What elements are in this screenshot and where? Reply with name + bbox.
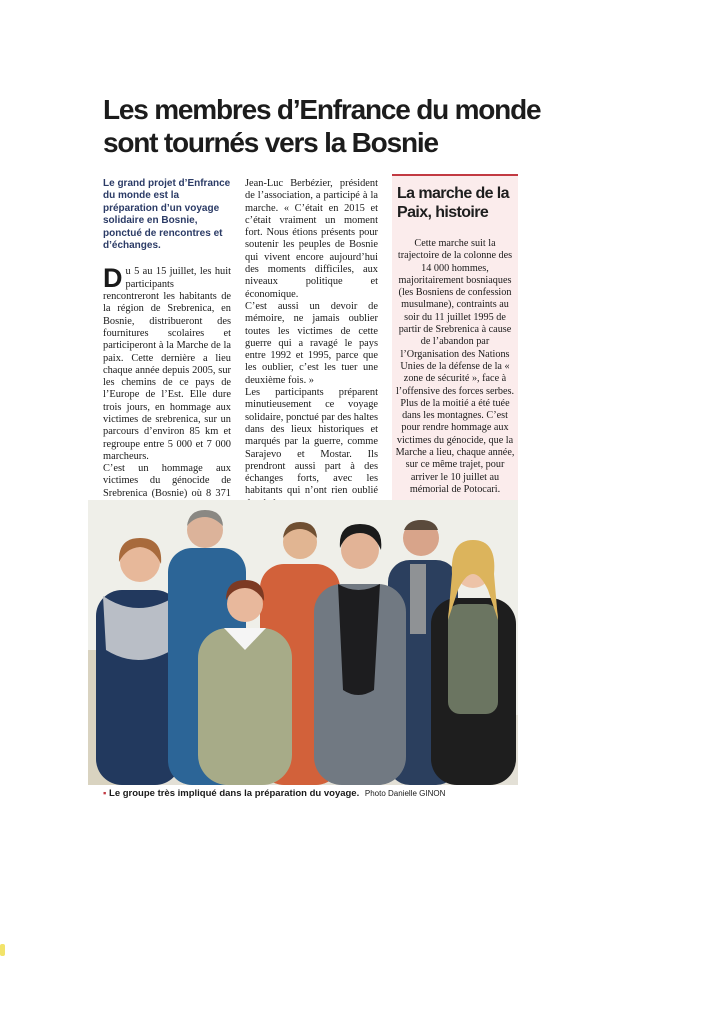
scan-speck: [0, 944, 5, 956]
headline-line-1: Les membres d’Enfrance du monde: [103, 94, 541, 125]
article-lead: Le grand projet d’Enfrance du monde est la préparation d’un voyage solidaire en Bosnie, ponctué de rencontres et d’échanges.: [103, 178, 231, 252]
sidebar-title: La marche de la Paix, histoire: [397, 185, 509, 221]
headline-line-2: sont tournés vers la Bosnie: [103, 127, 438, 158]
column2-paragraph-2: C’est aussi un devoir de mémoire, ne jamais oublier toutes les victimes de cette guerre qui a ravagé le pays entre 1992 et 1995, parce que les oublier, c’est les tuer une deuxième fois. »: [245, 300, 378, 386]
caption-text: Le groupe très impliqué dans la préparation du voyage.: [109, 788, 360, 799]
column2-paragraph-3: Les participants préparent minutieusement ce voyage solidaire, ponctué par des haltes dans des lieux historiques et marqués par la guerre, comme Sarajevo et Mostar. Ils prendront aussi part à des échanges forts, avec les habitants qui n’ont rien oublié: [245, 387, 379, 497]
group-photo: [88, 500, 518, 785]
column1-paragraph-1-text: u 5 au 15 juillet, les huit participants rencontreront les habitants de la région de Srebrenica, en Bosnie, distribueront des fournitures scolaires et participeront à la Marche de la paix. Cette dernière a lieu chaque année depuis 2005, sur les chemins de ce pays de l’Europe de l’Est. Elle dure trois jours, en hommage aux victimes de srebrenica, sur un parcours d’environ 85 km et regroupe entre 5 000 et 7 000 marcheurs.: [103, 266, 231, 462]
group-photo-illustration: [88, 500, 518, 785]
column1-paragraph-2: C’est un hommage aux victimes du génocide de Srebrenica (Bosnie) où 8 371: [103, 463, 231, 499]
column2-paragraph-1: Jean-Luc Berbézier, président de l’association, a participé à la marche. « C’était en 2015 et c’était vraiment un moment fort. Nous étions présents pour soutenir les peuples de Bosnie qui vivent encore aujourd’hui des moments difficiles, aux niveaux politique et économique.: [245, 178, 378, 300]
photo-credit: Photo Danielle GINON: [364, 789, 446, 798]
article-column-1: [103, 178, 231, 525]
history-sidebar: [392, 174, 518, 518]
sidebar-body: Cette marche suit la trajectoire de la colonne des 14 000 hommes, majoritairement bosniaques (les Bosniens de confession musulmane), contraints au soir du 11 juillet 1995 de partir de Srebrenica à cause de l’abandon par l’Organisation des Nations Unies de la défense de la « zone de sécurité », face à l’offensive des forces serbes. Plus de la moitié a été tuée dans les montagnes. C’est pour rendre hommage aux victimes du génocide, que la Marche a lieu, chaque année, sur ce même trajet, pour arriver le 10 juillet au mémorial de Potocari.: [395, 238, 515, 495]
drop-cap: D: [103, 263, 123, 294]
article-headline: [103, 93, 541, 159]
caption-bullet: ▪: [103, 788, 107, 799]
article-column-2: [245, 178, 378, 510]
column1-paragraph-1: [103, 263, 231, 463]
photo-caption: [103, 788, 523, 799]
